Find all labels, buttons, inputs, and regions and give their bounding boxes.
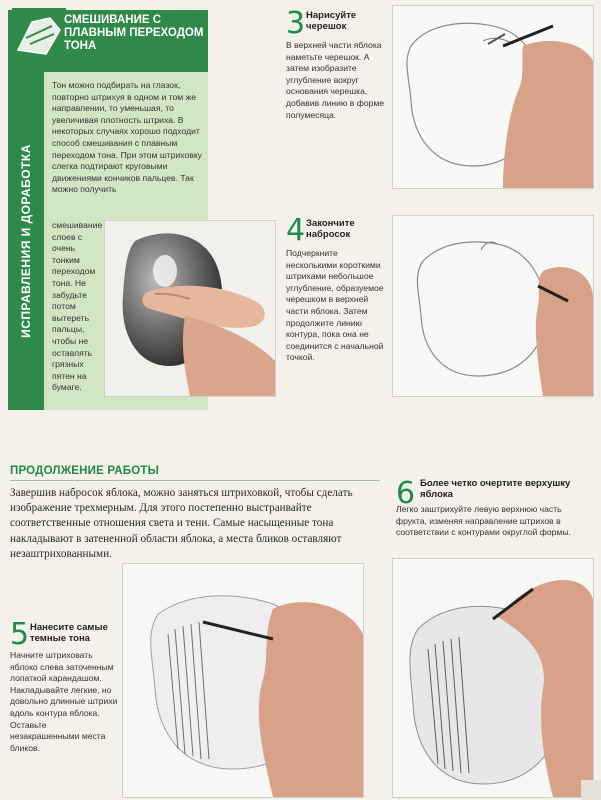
- step-5-number: 5: [10, 617, 30, 652]
- tip-text-side: смешивание слоев с очень тонким переходом тона. Не забудьте потом вытереть пальцы, чтобы не оставлять грязных пятен на бумаге.: [52, 220, 103, 393]
- step-4-heading: Закончите набросок: [306, 218, 355, 240]
- step-3-photo: [392, 5, 594, 189]
- step-5-photo: [122, 563, 364, 798]
- blending-photo: [104, 220, 276, 397]
- tip-text-main: Тон можно подбирать на глазок, повторно штрихуя в одном и том же направлении, то уменьшая, то увеличивая плотность штриха. В некоторых случаях хорошо подходит способ смешивания с плавным переходом тона. При этом штриховку слегка подтирают круговыми движениями кончиков пальцев. Так можно получить: [52, 80, 202, 195]
- step-6-heading: Более четко очертите верхушку яблока: [420, 478, 571, 500]
- step-4-text: Подчеркните несколькими короткими штрихами небольшое углубление, образуемое черешком в верхней части яблока. Затем продолжите линию контура, пока она не соединится с начальной точкой.: [286, 248, 384, 363]
- step-3-number: 3: [286, 6, 306, 41]
- continuation-title: ПРОДОЛЖЕНИЕ РАБОТЫ: [10, 465, 160, 477]
- page-corner: [581, 780, 601, 800]
- step-4-photo: [392, 215, 594, 397]
- section-divider: [10, 480, 380, 481]
- step-5-heading: Нанесите самые темные тона: [30, 622, 108, 644]
- eraser-hand-icon: [12, 8, 66, 62]
- step-4-number: 4: [286, 213, 306, 248]
- step-6-number: 6: [396, 476, 416, 511]
- tip-title: СМЕШИВАНИЕ С ПЛАВНЫМ ПЕРЕХОДОМ ТОНА: [64, 14, 204, 52]
- step-6-photo: [392, 558, 594, 798]
- side-label: [8, 72, 44, 410]
- step-3-text: В верхней части яблока наметьте черешок. А затем изобразите углубление вокруг основания черешка, добавив линию в форме полумесяца.: [286, 40, 385, 120]
- step-3-heading: Нарисуйте черешок: [306, 10, 357, 32]
- step-6-text: Легко заштрихуйте левую верхнюю часть фрукта, изменяя направление штрихов в соответствии с контурами округлой формы.: [396, 504, 571, 538]
- side-label-text: ИСПРАВЛЕНИЯ И ДОРАБОТКА: [19, 144, 33, 338]
- step-5-text: Начните штриховать яблоко слева заточенным лопаткой карандашом. Накладывайте легкие, но довольно длинные штрихи вдоль контура яблока. Оставьте незакрашенными места бликов.: [10, 650, 118, 753]
- continuation-text: Завершив набросок яблока, можно заняться штриховкой, чтобы сделать изображение трехмерным. Для этого постепенно выстраивайте соответственные отношения света и тени. Самые насыщенные тона накладывают в затененной области яблока, а места бликов оставляют незаштрихованными.: [10, 487, 353, 560]
